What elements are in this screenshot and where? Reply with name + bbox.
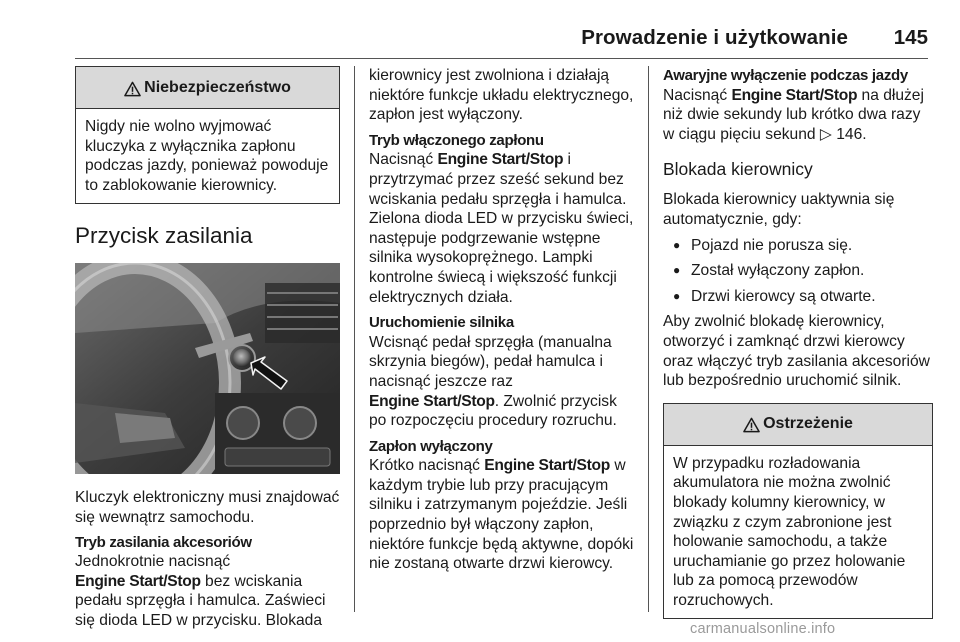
engine-start-stop-label: Engine Start/Stop <box>75 572 201 590</box>
engine-start-stop-label: Engine Start/Stop <box>369 392 495 410</box>
engine-start-block <box>369 313 635 431</box>
power-button-photo <box>75 263 340 474</box>
page-reference: 146. <box>836 125 867 143</box>
column-3 <box>663 66 933 619</box>
page-number: 145 <box>893 26 928 49</box>
danger-box-title: Niebezpieczeństwo <box>144 78 291 96</box>
emergency-block <box>663 66 933 144</box>
acc-mode-continued-text: kierownicy jest zwolniona i działają niektóre funkcje układu elektrycznego, zapłon jest wyłączony. <box>369 67 634 124</box>
emergency-text: Nacisnąć Engine Start/Stop na dłużej niż dwie sekundy lub krótko dwa razy w ciągu pięciu sekund ▷ 146. <box>663 86 924 143</box>
chapter-title: Prowadzenie i użytkowanie <box>581 26 848 49</box>
engine-start-text: Wcisnąć pedał sprzęgła (manualna skrzynia biegów), pedał hamulca i nacisnąć jeszcze raz Engine Start/Stop. Zwolnić przycisk po rozpoczęciu procedury rozruchu. <box>369 333 617 430</box>
acc-mode-block <box>75 533 340 631</box>
column-divider <box>354 66 355 612</box>
emergency-title: Awaryjne wyłączenie podczas jazdy <box>663 67 908 84</box>
engine-start-stop-label: Engine Start/Stop <box>437 151 564 169</box>
warning-triangle-icon <box>124 81 141 97</box>
list-item: ● Drzwi kierowcy są otwarte. <box>663 287 933 307</box>
steering-lock-release: Aby zwolnić blokadę kierownicy, otworzyć i zamknąć drzwi kierowcy oraz włączyć tryb zasilania akcesoriów lub bezpośrednio uruchomić silnik. <box>663 313 930 390</box>
warning-triangle-icon <box>743 417 760 433</box>
ignition-off-title: Zapłon wyłączony <box>369 437 493 455</box>
ignition-off-block <box>369 437 635 574</box>
ignition-mode-block <box>369 131 635 307</box>
section-heading-steering-lock: Blokada kierownicy <box>663 159 813 180</box>
danger-box-text: Nigdy nie wolno wyjmować kluczyka z wyłącznika zapłonu podczas jazdy, ponieważ powoduje to zablokowanie kierownicy. <box>85 118 329 194</box>
caution-box-text: W przypadku rozładowania akumulatora nie można zwolnić blokady kolumny kierownicy, w związku z czym zabronione jest holowanie samochodu, a także uruchamianie go przez holowanie lub za pomocą przewodów rozruchowych. <box>673 454 906 609</box>
dashboard-illustration <box>75 263 340 474</box>
engine-start-stop-label: Engine Start/Stop <box>484 457 610 475</box>
page-header <box>0 0 960 58</box>
list-item: ● Pojazd nie porusza się. <box>663 236 933 256</box>
section-heading-power-button: Przycisk zasilania <box>75 223 253 249</box>
column-2-content <box>369 66 635 574</box>
intro-text: Kluczyk elektroniczny musi znajdować się wewnątrz samochodu. <box>75 489 340 526</box>
ignition-mode-text: Nacisnąć Engine Start/Stop i przytrzymać przez sześć sekund bez wciskania pedału sprzęgła i hamulca. Zielona dioda LED w przycisku świeci, następuje podgrzewanie wstępne silnika wysokoprężnego. Lampki kontrolne świecą i większość funkcji elektrycznych działa. <box>369 151 634 306</box>
steering-lock-intro: Blokada kierownicy uaktywnia się automatycznie, gdy: <box>663 191 895 228</box>
acc-mode-title: Tryb zasilania akcesoriów <box>75 533 252 551</box>
caution-box-header <box>664 404 932 446</box>
ignition-mode-title: Tryb włączonego zapłonu <box>369 131 544 149</box>
header-divider <box>75 58 928 59</box>
engine-start-title: Uruchomienie silnika <box>369 314 514 332</box>
acc-mode-text: Jednokrotnie nacisnąć Engine Start/Stop bez wciskania pedału sprzęgła i hamulca. Zaświeci się dioda LED w przycisku. Blokada <box>75 553 326 629</box>
caution-box-title: Ostrzeżenie <box>763 415 853 433</box>
column-divider <box>648 66 649 612</box>
caution-box <box>663 403 933 620</box>
ignition-off-text: Krótko nacisnąć Engine Start/Stop w każdym trybie lub przy pracującym silniku i zatrzymanym pojeździe. Jeśli poprzednio był włączony zapłon, niektóre funkcje będą aktywne, dopóki nie zostaną otwarte drzwi kierowcy. <box>369 457 634 573</box>
steering-lock-conditions <box>663 236 933 307</box>
column-1 <box>75 66 340 631</box>
engine-start-stop-label: Engine Start/Stop <box>731 86 858 104</box>
page-reference-arrow-icon: ▷ <box>819 125 832 143</box>
list-item: ● Został wyłączony zapłon. <box>663 261 933 281</box>
danger-box-header <box>76 67 339 109</box>
danger-box <box>75 66 340 204</box>
watermark: carmanualsonline.info <box>690 621 836 637</box>
